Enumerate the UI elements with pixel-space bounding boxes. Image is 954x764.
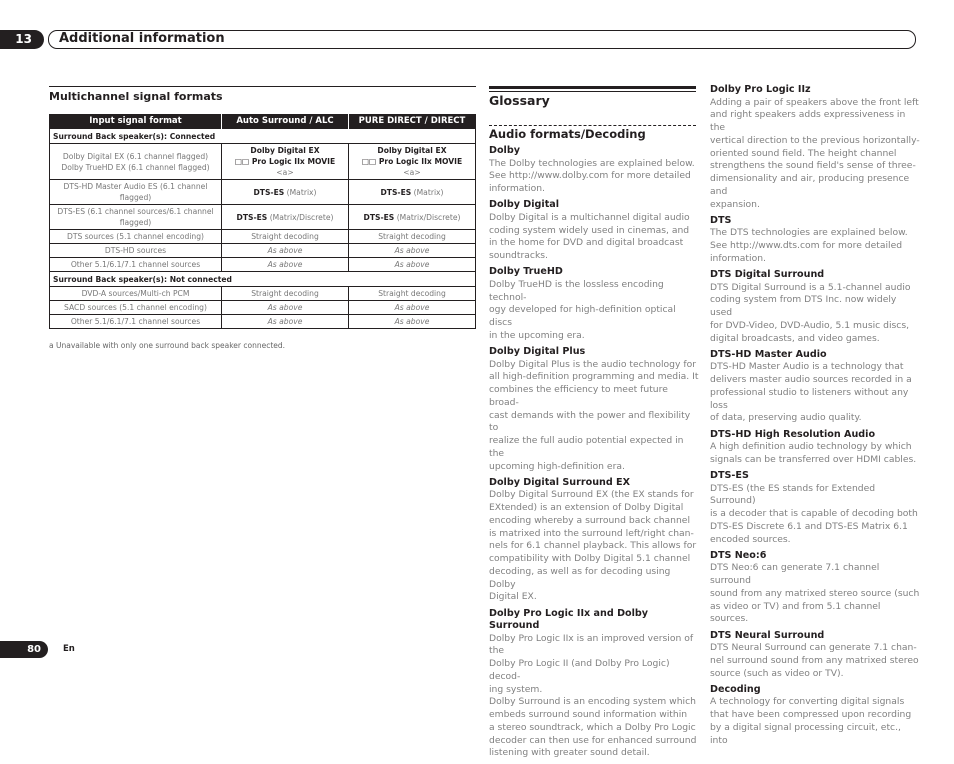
footnote: a Unavailable with only one surround back speaker connected. [49,341,286,350]
cell-mode: Dolby Digital EX □□ Pro Logic IIx MOVIE [234,146,336,166]
column-header: Auto Surround / ALC [222,114,349,129]
glossary-entry [710,269,920,345]
cell-note: (Matrix) [286,187,317,197]
input-format: SACD sources (5.1 channel encoding) [50,301,222,315]
input-format: Dolby Digital EX (6.1 channel flagged) Dolby TrueHD EX (6.1 channel flagged) [50,144,222,180]
glossary-entry [489,608,699,761]
table-row [50,244,476,258]
glossary-entry [710,349,920,425]
glossary-definition: A high definition audio technology by which signals can be transferred over HDMI cables. [710,441,917,465]
glossary-term: DTS-HD High Resolution Audio [710,428,876,440]
cell-note: (Matrix) [413,187,444,197]
table-cell [349,315,476,329]
glossary-entry [489,199,699,263]
cell-mode: DTS-ES [236,212,268,222]
multichannel-title: Multichannel signal formats [49,90,223,103]
table-row [50,258,476,272]
glossary-entry [489,266,699,342]
glossary-definition: The DTS technologies are explained below. See http://www.dts.com for more detailed information. [710,227,908,264]
glossary-entry [489,346,699,473]
glossary-term: Dolby Digital [489,199,560,211]
table-cell [349,144,476,180]
table-cell [222,180,349,205]
cell-text: As above [394,317,430,326]
glossary-term: DTS Neo:6 [710,549,767,561]
glossary-definition: A technology for converting digital signals that have been compressed upon recording by a digital signal processing circuit, etc., into [710,696,912,746]
glossary-term: Decoding [710,683,761,695]
input-format: DTS-ES (6.1 channel sources/6.1 channel flagged) [50,205,222,230]
table-row [50,205,476,230]
glossary-definition: DTS Digital Surround is a 5.1-channel audio coding system from DTS Inc. now widely used for DVD-Video, DVD-Audio, 5.1 music discs, digital broadcasts, and video games. [710,281,911,344]
cell-text: As above [267,303,303,312]
glossary-definition: DTS Neo:6 can generate 7.1 channel surround sound from any matrixed stereo source (such as video or TV) and from 5.1 channel sources. [710,562,920,625]
glossary-term: DTS-HD Master Audio [710,348,827,360]
table-cell [349,287,476,301]
cell-mode: DTS-ES [380,187,412,197]
input-format: DTS-HD sources [50,244,222,258]
column-header: Input signal format [50,114,222,129]
input-format: Other 5.1/6.1/7.1 channel sources [50,315,222,329]
section-row [50,272,476,287]
section-rule [49,86,476,87]
cell-text: Straight decoding [378,232,446,241]
input-format: DTS sources (5.1 channel encoding) [50,230,222,244]
glossary-entry [710,630,920,681]
dashed-rule [489,125,696,126]
cell-note: <a> [403,168,421,177]
table-cell [349,180,476,205]
glossary-term: Dolby Digital Plus [489,346,586,357]
glossary-definition: Dolby Digital Surround EX (the EX stands for EXtended) is an extension of Dolby Digital encoding whereby a surround back channel is matrixed into the surround left/right chan- nels for 6.1 channel playback. This allows for compatibility with Dolby Digital 5.1 channel decoding, as well as for decoding using Dolby Digital EX. [489,489,697,603]
cell-mode: Dolby Digital EX □□ Pro Logic IIx MOVIE [361,146,463,166]
glossary-definition: DTS-ES (the ES stands for Extended Surround) is a decoder that is capable of decoding both DTS-ES Discrete 6.1 and DTS-ES Matrix 6.1 encoded sources. [710,482,918,545]
table-cell [222,244,349,258]
glossary-term: DTS [710,214,732,226]
table-cell [222,144,349,180]
glossary-entry [710,684,920,748]
table-cell [222,315,349,329]
section-row [50,129,476,144]
table-row [50,144,476,180]
table-cell [349,301,476,315]
glossary-term: Dolby [489,145,520,156]
glossary-entry [489,145,699,196]
cell-text: As above [394,260,430,269]
glossary-term: Dolby Pro Logic IIz [710,84,811,95]
glossary-definition: DTS Neural Surround can generate 7.1 chan- nel surround sound from any matrixed stereo source (such as video or TV). [710,642,919,679]
cell-text: As above [267,260,303,269]
cell-text: As above [394,303,430,312]
signal-format-table [49,114,476,329]
column-header: PURE DIRECT / DIRECT [349,114,476,129]
glossary-thin-rule [489,91,696,92]
input-format: DTS-HD Master Audio ES (6.1 channel flagged) [50,180,222,205]
glossary-entry [710,215,920,266]
chapter-title: Additional information [59,31,225,46]
glossary-term: Dolby Pro Logic IIx and Dolby Surround [489,607,649,631]
glossary-thick-rule [489,86,696,89]
glossary-definition: Dolby Digital Plus is the audio technology for all high-definition programming and media. It combines the efficiency to meet future broad- cast demands with the power and flexibility to realize the full audio potential expected in the upcoming high-definition era. [489,358,699,472]
glossary-subtitle: Audio formats/Decoding [489,127,646,141]
table-row [50,180,476,205]
cell-text: As above [267,246,303,255]
page-number: 80 [0,641,48,658]
glossary-entry [710,470,920,546]
cell-note: (Matrix/Discrete) [269,212,334,222]
glossary-title: Glossary [489,93,550,108]
input-format: DVD-A sources/Multi-ch PCM [50,287,222,301]
cell-mode: DTS-ES [363,212,395,222]
table-row [50,230,476,244]
table-row [50,315,476,329]
glossary-term: DTS-ES [710,470,749,481]
cell-note: (Matrix/Discrete) [396,212,461,222]
table-row [50,287,476,301]
chapter-number: 13 [0,30,44,49]
cell-note: <a> [276,168,294,177]
glossary-entry [489,477,699,604]
glossary-definition: DTS-HD Master Audio is a technology that delivers master audio sources recorded in a professional studio to listeners without any loss of data, preserving audio quality. [710,361,912,424]
glossary-entry [710,429,920,467]
cell-mode: DTS-ES [253,187,285,197]
glossary-term: Dolby Digital Surround EX [489,476,631,488]
glossary-definition: Dolby Pro Logic IIx is an improved version of the Dolby Pro Logic II (and Dolby Pro Logic) decod- ing system. Dolby Surround is an encoding system which embeds surround sound information within a stereo soundtrack, which a Dolby Pro Logic decoder can then use for enhanced surround listening with greater sound detail. [489,632,697,759]
glossary-term: DTS Digital Surround [710,269,825,280]
glossary-definition: The Dolby technologies are explained below. See http://www.dolby.com for more detailed information. [489,157,695,194]
cell-text: Straight decoding [378,289,446,298]
table-row [50,301,476,315]
glossary-term: Dolby TrueHD [489,266,563,278]
language-label: En [63,644,75,654]
table-cell [349,258,476,272]
table-cell [222,230,349,244]
input-format: Other 5.1/6.1/7.1 channel sources [50,258,222,272]
section-label: Surround Back speaker(s): Connected [50,129,476,144]
cell-text: As above [394,246,430,255]
section-label: Surround Back speaker(s): Not connected [50,272,476,287]
glossary-definition: Dolby Digital is a multichannel digital audio coding system widely used in cinemas, and in the home for DVD and digital broadcast soundtracks. [489,211,690,261]
glossary-entry [710,84,920,211]
table-cell [349,244,476,258]
table-cell [222,301,349,315]
glossary-entry [710,550,920,626]
cell-text: As above [267,317,303,326]
glossary-term: DTS Neural Surround [710,629,825,641]
table-cell [222,287,349,301]
glossary-definition: Adding a pair of speakers above the front left and right speakers adds expressiveness in the vertical direction to the previous horizontally- oriented sound field. The height channel strengthens the sound field's sense of three- dimensionality and air, producing presence and expansion. [710,96,920,210]
cell-text: Straight decoding [251,289,319,298]
glossary-column-2 [710,84,920,751]
table-cell [222,258,349,272]
table-cell [349,205,476,230]
glossary-definition: Dolby TrueHD is the lossless encoding technol- ogy developed for high-definition optical discs in the upcoming era. [489,278,676,341]
cell-text: Straight decoding [251,232,319,241]
table-cell [222,205,349,230]
glossary-column-1 [489,145,699,764]
table-cell [349,230,476,244]
